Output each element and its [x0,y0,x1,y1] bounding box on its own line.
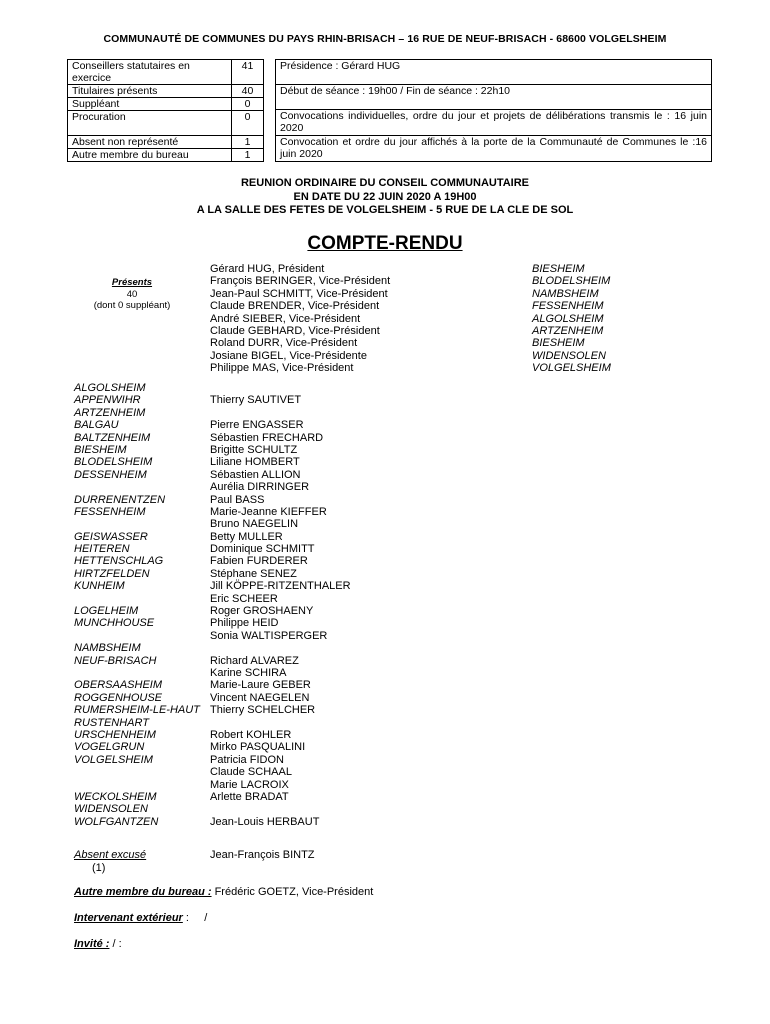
commune-name: BLODELSHEIM [74,456,153,469]
bureau-member-name: Gérard HUG, Président [210,263,325,275]
delegates-list [210,382,351,828]
commune-name: GEISWASSER [74,530,148,543]
page-title: COMPTE-RENDU [307,233,463,254]
bureau-members-list [210,263,390,375]
delegate-name: Thierry SAUTIVET [210,394,302,407]
seance-info: Début de séance : 19h00 / Fin de séance : 22h10 Convocations individuelles, ordre du jour et projets de délibérations transmis le : 16 juin 2020 [276,85,712,136]
bureau-member-commune: ARTZENHEIM [532,324,604,337]
delegate-name: Claude SCHAAL [210,766,292,779]
commune-name: ARTZENHEIM [74,406,146,419]
stat-value: 1 [232,136,264,149]
bureau-member-name: Claude GEBHARD, Vice-Président [210,324,380,337]
bureau-member-name: Philippe MAS, Vice-Président [210,362,354,375]
stat-label: Conseillers statutaires en exercice [68,60,232,85]
delegate-name: Sébastien FRECHARD [210,431,324,444]
delegate-name: Marie-Laure GEBER [210,679,311,692]
presents-label: Présents [111,277,153,288]
intervenant-value: : / [182,912,208,924]
commune-name: FESSENHEIM [74,505,146,518]
commune-name: URSCHENHEIM [74,728,156,741]
meeting-line-1: REUNION ORDINAIRE DU CONSEIL COMMUNAUTAIRE [240,177,530,189]
commune-name: APPENWIHR [74,394,141,407]
stat-value: 41 [232,60,264,85]
delegate-name: Fabien FURDERER [210,555,308,568]
delegate-name: Jill KÖPPE-RITZENTHALER [210,580,351,593]
commune-name [74,481,200,493]
commune-name: VOGELGRUN [74,741,145,754]
bureau-member-commune: FESSENHEIM [532,300,604,313]
delegate-name: Stéphane SENEZ [210,567,297,580]
convocation-individuelle-info: Convocations individuelles, ordre du jour et projets de délibérations transmis le : 16 juin 2020 [276,109,711,134]
bureau-member-commune: NAMBSHEIM [532,287,599,300]
stat-label: Autre membre du bureau [68,149,232,162]
commune-name: ALGOLSHEIM [74,382,146,394]
commune-name: HEITEREN [74,543,130,556]
stat-value: 0 [232,98,264,111]
absent-count: (1) [92,862,106,874]
delegate-name: Liliane HOMBERT [210,456,300,469]
autre-membre-label: Autre membre du bureau : [74,886,212,898]
delegate-name: Marie LACROIX [210,778,289,791]
delegate-name [210,803,351,815]
presidence-info: Présidence : Gérard HUG [276,60,712,85]
stat-value: 40 [232,85,264,98]
bureau-member-name: Josiane BIGEL, Vice-Présidente [210,349,367,362]
commune-name: LOGELHEIM [74,605,139,618]
commune-name: ROGGENHOUSE [74,691,163,704]
delegate-name: Bruno NAEGELIN [210,518,299,531]
intervenant [74,912,207,924]
commune-name: HETTENSCHLAG [74,555,164,568]
commune-name: BIESHEIM [74,443,127,456]
commune-name: DESSENHEIM [74,468,147,481]
bureau-member-commune: BLODELSHEIM [532,275,611,288]
commune-name [74,518,200,530]
commune-name: WECKOLSHEIM [74,790,157,803]
stat-label: Absent non représenté [68,136,232,149]
commune-name: KUNHEIM [74,580,125,593]
delegate-name: Aurélia DIRRINGER [210,481,310,494]
commune-name [74,667,200,679]
commune-name: RUMERSHEIM-LE-HAUT [74,704,200,717]
commune-name: OBERSAASHEIM [74,679,163,692]
delegate-name: Sonia WALTISPERGER [210,629,328,642]
organization-header: COMMUNAUTÉ DE COMMUNES DU PAYS RHIN-BRISACH – 16 RUE DE NEUF-BRISACH - 68600 VOLGELSHEIM [103,33,667,45]
meeting-heading [0,177,770,218]
delegate-name [210,642,351,654]
commune-name: WOLFGANTZEN [74,815,159,828]
delegate-name: Jean-Louis HERBAUT [210,815,320,828]
commune-name: BALTZENHEIM [74,431,151,444]
communes-list [74,382,200,828]
invite-value: / : [109,938,122,950]
delegate-name: Betty MULLER [210,530,283,543]
delegate-name: Paul BASS [210,493,265,506]
presents-summary [88,277,176,312]
delegate-name: Marie-Jeanne KIEFFER [210,505,327,518]
commune-name: NAMBSHEIM [74,642,141,655]
commune-name: MUNCHHOUSE [74,617,155,630]
commune-name [74,630,200,642]
presents-note: (dont 0 suppléant) [93,300,171,311]
bureau-member-name: Roland DURR, Vice-Président [210,337,358,350]
bureau-member-name: Jean-Paul SCHMITT, Vice-Président [210,287,388,300]
delegate-name: Dominique SCHMITT [210,543,315,556]
commune-name [74,593,200,605]
invite-label: Invité : [74,938,110,950]
bureau-member-commune: VOLGELSHEIM [532,362,611,375]
stat-value: 0 [232,111,264,136]
delegate-name: Mirko PASQUALINI [210,741,306,754]
commune-name [74,779,200,791]
presents-count: 40 [126,288,138,300]
stat-label: Suppléant [68,98,232,111]
absent-name: Jean-François BINTZ [210,849,315,861]
delegate-name [210,407,351,419]
delegate-name: Brigitte SCHULTZ [210,443,298,456]
invite [74,938,122,950]
absent-label: Absent excusé [74,849,147,861]
commune-name: VOLGELSHEIM [74,753,153,766]
attendance-table [67,59,712,162]
delegate-name: Roger GROSHAENY [210,605,314,618]
bureau-member-name: François BERINGER, Vice-Président [210,275,391,288]
convocation-affichage-info: Convocation et ordre du jour affichés à la porte de la Communauté de Communes le :16 juin 2020 [276,136,712,162]
delegate-name [210,382,351,394]
stat-label: Procuration [68,111,232,136]
meeting-line-3: A LA SALLE DES FETES DE VOLGELSHEIM - 5 RUE DE LA CLE DE SOL [196,204,574,216]
bureau-member-commune: BIESHEIM [532,337,585,350]
commune-name: HIRTZFELDEN [74,567,150,580]
commune-name: BALGAU [74,419,119,432]
commune-name [74,766,200,778]
delegate-name: Arlette BRADAT [210,790,289,803]
commune-name: NEUF-BRISACH [74,654,157,667]
bureau-member-commune: WIDENSOLEN [532,349,606,362]
bureau-communes-list [532,263,611,375]
delegate-name: Eric SCHEER [210,592,278,605]
delegate-name: Philippe HEID [210,617,279,630]
delegate-name: Vincent NAEGELEN [210,691,310,704]
autre-membre-value: Frédéric GOETZ, Vice-Président [211,886,374,898]
delegate-name: Thierry SCHELCHER [210,704,316,717]
commune-name: WIDENSOLEN [74,803,148,816]
delegate-name: Richard ALVAREZ [210,654,299,667]
stat-value: 1 [232,149,264,162]
stat-label: Titulaires présents [68,85,232,98]
commune-name: DURRENENTZEN [74,493,166,506]
bureau-member-commune: ALGOLSHEIM [532,312,604,325]
bureau-member-commune: BIESHEIM [532,263,585,275]
bureau-member-name: Claude BRENDER, Vice-Président [210,300,380,313]
delegate-name: Patricia FIDON [210,753,284,766]
meeting-line-2: EN DATE DU 22 JUIN 2020 A 19H00 [293,190,477,203]
delegate-name: Robert KOHLER [210,728,292,741]
autre-membre [74,886,373,898]
delegate-name: Karine SCHIRA [210,666,287,679]
bureau-member-name: André SIEBER, Vice-Président [210,312,361,325]
delegate-name: Pierre ENGASSER [210,419,304,432]
commune-name: RUSTENHART [74,716,149,729]
delegate-name [210,717,351,729]
intervenant-label: Intervenant extérieur [74,912,183,924]
delegate-name: Sébastien ALLION [210,468,301,481]
